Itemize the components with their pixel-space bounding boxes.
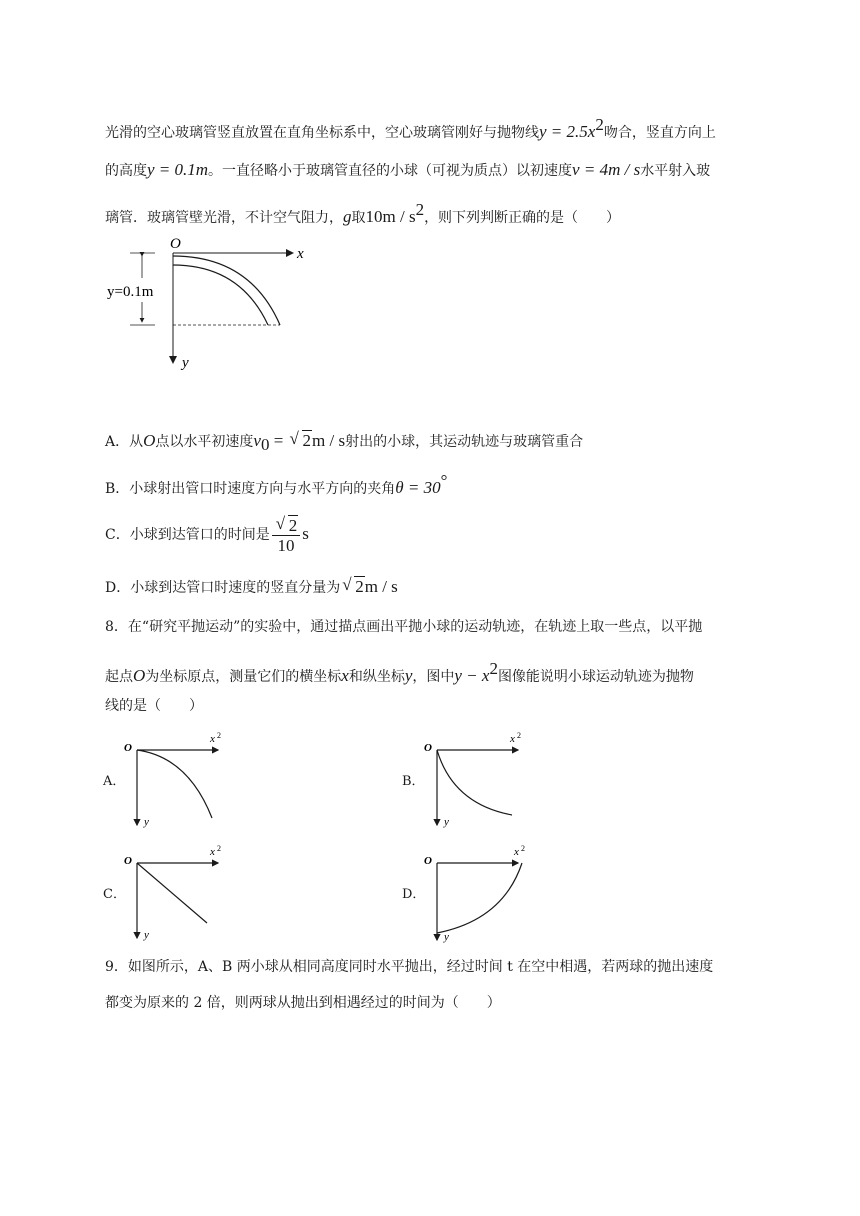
q9-line-2: 都变为原来的 2 倍，则两球从抛出到相遇经过的时间为（ ） xyxy=(105,995,501,1011)
graph-c-line xyxy=(137,863,207,923)
fig1-y-label: y xyxy=(182,355,189,371)
svg-text:O: O xyxy=(424,855,432,867)
fig1-height-label: y=0.1m xyxy=(107,284,154,300)
q9-line-1: 9．如图所示，A、B 两小球从相同高度同时水平抛出，经过时间 t 在空中相遇，若两球的抛出速度 xyxy=(105,959,714,975)
svg-text:x: x xyxy=(514,846,519,858)
svg-text:2: 2 xyxy=(521,844,525,853)
graph-d-curve xyxy=(437,863,522,933)
svg-text:2: 2 xyxy=(217,844,221,853)
q8-graph-c-letter: C． xyxy=(103,887,126,902)
q8-graph-d xyxy=(418,845,538,945)
intro-line-2: 的高度y = 0.1m。一直径略小于玻璃管直径的小球（可视为质点）以初速度v = 4m / s水平射入玻 xyxy=(105,160,711,179)
q7-option-c: C．小球到达管口的时间是 √ $\frac{2}{10}$ s xyxy=(105,512,309,557)
intro-line-1: 光滑的空心玻璃管竖直放置在直角坐标系中，空心玻璃管刚好与抛物线$y = 2.5x^2$吻合，竖直方向上 xyxy=(105,115,716,141)
graph-b-curve xyxy=(437,750,512,815)
fig1-x-label: x xyxy=(297,246,304,262)
svg-text:2: 2 xyxy=(517,731,521,740)
q8-line-1: 8．在“研究平抛运动”的实验中，通过描点画出平抛小球的运动轨迹，在轨迹上取一些点，以平抛 xyxy=(105,619,703,635)
svg-text:y: y xyxy=(444,931,449,943)
svg-text:O: O xyxy=(124,855,132,867)
q8-graph-c xyxy=(118,845,238,945)
q8-line-3: 线的是（ ） xyxy=(105,698,203,714)
fig1-origin-label: O xyxy=(170,236,181,252)
q8-graph-d-letter: D． xyxy=(402,887,426,902)
q7-option-b: B．小球射出管口时速度方向与水平方向的夹角θ = 30° xyxy=(105,471,448,497)
sqrt-sign: √ 2 xyxy=(290,430,313,452)
q7-option-d: D．小球到达管口时速度的竖直分量为√ 2m / s xyxy=(105,576,398,599)
time-fraction: √ $\frac{2}{10}$ xyxy=(272,516,301,555)
q8-graph-b-letter: B． xyxy=(402,774,425,789)
svg-text:y: y xyxy=(144,929,149,941)
glass-tube-figure xyxy=(100,230,320,380)
svg-text:x: x xyxy=(210,733,215,745)
intro-line-3: 璃管．玻璃管壁光滑，不计空气阻力，g取$10m / s^2$，则下列判断正确的是（ ） xyxy=(105,200,621,226)
q7-option-a: A．从O点以水平初速度$v_0$ = √ 2m / s射出的小球，其运动轨迹与玻璃管重合 xyxy=(105,430,583,456)
svg-text:O: O xyxy=(124,742,132,754)
q8-line-2: 起点O为坐标原点，测量它们的横坐标x和纵坐标y，图中$y - x^2$图像能说明小球运动轨迹为抛物 xyxy=(105,659,694,685)
svg-text:x: x xyxy=(210,846,215,858)
svg-text:O: O xyxy=(424,742,432,754)
svg-text:y: y xyxy=(444,816,449,828)
graph-a-curve xyxy=(137,750,212,818)
q8-graph-a xyxy=(118,732,238,832)
svg-text:y: y xyxy=(144,816,149,828)
svg-text:2: 2 xyxy=(217,731,221,740)
tube-inner-wall xyxy=(173,265,268,325)
q8-graph-b xyxy=(418,732,538,832)
svg-text:x: x xyxy=(510,733,515,745)
q8-graph-a-letter: A． xyxy=(103,774,126,789)
